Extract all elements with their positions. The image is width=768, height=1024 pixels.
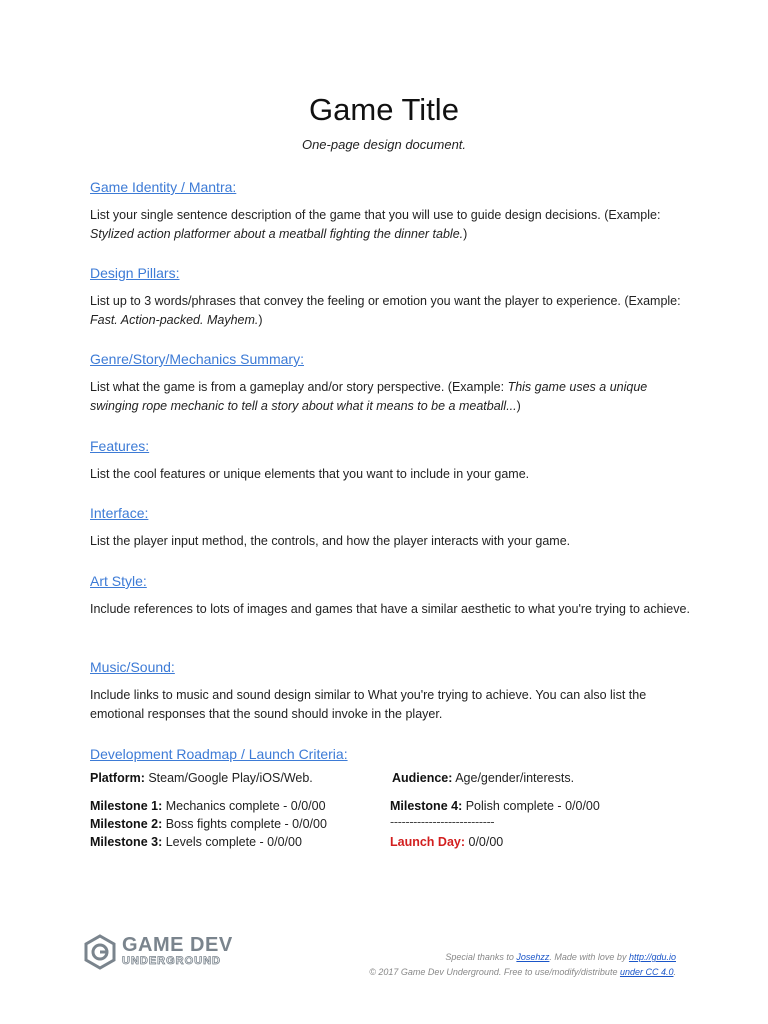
milestone-label: Milestone 4: [390,799,463,813]
launch-day-label: Launch Day: [390,835,466,849]
launch-day-row [390,833,503,851]
gdu-logo-icon [82,934,118,970]
section-heading: Music/Sound: [90,659,175,675]
section-design-pillars [90,264,690,330]
section-heading: Art Style: [90,573,147,589]
section-genre-summary [90,350,690,416]
section-body: List the player input method, the controls, and how the player interacts with your game. [90,534,571,548]
body-end: ) [258,313,263,327]
logo-text-primary: GAME DEV [122,934,233,956]
milestone-value: Polish complete - 0/0/00 [462,799,600,813]
license-prefix: © 2017 Game Dev Underground. Free to use/modify/distribute [369,967,620,977]
section-body [90,206,690,244]
body-example: This game uses a unique swinging rope mechanic to tell a story about what it means to be a meatball... [90,380,648,413]
roadmap-divider: --------------------------- [390,815,495,829]
document-subtitle: One-page design document. [301,137,467,152]
section-game-identity [90,178,690,244]
body-end: ) [463,227,468,241]
body-example: Fast. Action-packed. Mayhem. [90,313,259,327]
section-heading: Interface: [90,505,149,521]
section-interface [90,504,690,551]
section-body: Include references to lots of images and games that have a similar aesthetic to what you're trying to achieve. [90,602,690,616]
section-body [90,378,690,416]
milestone-label: Milestone 3: [90,835,163,849]
milestone-value: Mechanics complete - 0/0/00 [162,799,326,813]
audience-row [392,769,574,787]
license-line [369,965,676,980]
platform-row [90,769,313,787]
body-text: List what the game is from a gameplay and/or story perspective. (Example: [90,380,508,394]
gdu-site-link[interactable]: http://gdu.io [628,952,676,962]
body-text: List up to 3 words/phrases that convey the feeling or emotion you want the player to experience. (Example: [90,294,681,308]
milestone-label: Milestone 1: [90,799,163,813]
launch-day-value: 0/0/00 [465,835,504,849]
milestone-label: Milestone 2: [90,817,163,831]
gdu-logo [82,932,242,972]
milestone-value: Levels complete - 0/0/00 [162,835,302,849]
milestone-1-row [90,797,326,815]
platform-value: Steam/Google Play/iOS/Web. [144,771,313,785]
section-heading: Game Identity / Mantra: [90,179,237,195]
credit-prefix: Special thanks to [445,952,517,962]
section-heading: Design Pillars: [90,265,180,281]
milestone-3-row [90,833,302,851]
body-end: ) [516,399,521,413]
audience-value: Age/gender/interests. [452,771,575,785]
section-features [90,437,690,484]
cc-license-link[interactable]: under CC 4.0 [619,967,674,977]
section-body: List the cool features or unique elements that you want to include in your game. [90,467,530,481]
milestone-2-row [90,815,327,833]
document-title: Game Title [309,92,459,127]
josehzz-link[interactable]: Josehzz [516,952,550,962]
section-heading: Development Roadmap / Launch Criteria: [90,746,348,762]
body-text: List your single sentence description of the game that you will use to guide design decisions. (Example: [90,208,661,222]
section-music-sound [90,658,690,724]
platform-label: Platform: [90,771,145,785]
section-body [90,292,690,330]
section-art-style [90,572,690,619]
audience-label: Audience: [392,771,453,785]
section-heading: Features: [90,438,150,454]
logo-text-secondary: UNDERGROUND [122,955,221,967]
credit-line [369,950,676,965]
license-end: . [673,967,676,977]
milestone-4-row [390,797,600,815]
section-heading: Genre/Story/Mechanics Summary: [90,351,304,367]
body-example: Stylized action platformer about a meatball fighting the dinner table. [90,227,464,241]
section-body: Include links to music and sound design similar to What you're trying to achieve. You can also list the emotional responses that the sound should invoke in the player. [90,688,647,721]
footer-credits [369,950,676,980]
credit-mid: . Made with love by [549,952,629,962]
milestone-value: Boss fights complete - 0/0/00 [162,817,327,831]
